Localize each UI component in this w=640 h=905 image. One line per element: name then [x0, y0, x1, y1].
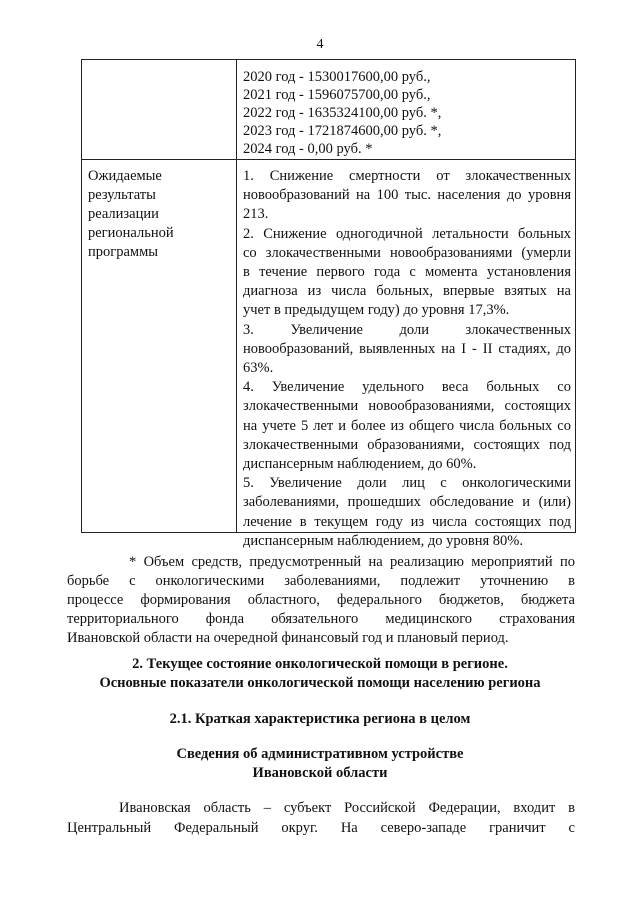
section-2-heading-line: Основные показатели онкологической помощи населению региона: [99, 675, 541, 691]
result-line: со злокачественными новообразованиями (умерли: [243, 244, 571, 261]
page-number: 4: [316, 37, 324, 52]
result-line: 1. Снижение смертности от злокачественных: [243, 168, 571, 184]
column-divider: [236, 60, 237, 532]
funding-line: 2023 год - 1721874600,00 руб. *,: [243, 123, 442, 139]
result-line: заболеваниями, прошедших обследование и (или): [243, 494, 571, 511]
footnote-line: * Объем средств, предусмотренный на реализацию мероприятий по: [129, 554, 575, 570]
result-line: лечение в текущем году из числа состоящих под: [243, 513, 571, 530]
result-line: 213.: [243, 206, 269, 223]
result-line: в течение первого года с момента установления: [243, 264, 571, 281]
results-label-line: результаты: [88, 187, 156, 203]
result-line: 2. Снижение одногодичной летальности больных: [243, 225, 571, 242]
funding-line: 2020 год - 1530017600,00 руб.,: [243, 69, 431, 85]
funding-line: 2022 год - 1635324100,00 руб. *,: [243, 105, 442, 121]
result-line: 63%.: [243, 360, 274, 377]
result-line: диагноза из числа больных, впервые взятых на: [243, 283, 571, 300]
results-label-line: программы: [88, 244, 158, 260]
result-line: новообразований на 100 тыс. населения до уровня: [243, 187, 571, 204]
admin-heading-line: Сведения об административном устройстве: [176, 746, 464, 762]
region-paragraph: [67, 798, 575, 838]
result-line: диспансерным наблюдением, до 60%.: [243, 456, 477, 473]
result-line: на учете 5 лет и более из общего числа больных со: [243, 417, 571, 434]
results-label-cell: [88, 167, 228, 262]
footnote-line: Ивановской области на очередной финансовый год и плановый период.: [67, 630, 509, 646]
result-line: учет в предыдущем году) до уровня 17,3%.: [243, 302, 510, 319]
funding-line: 2021 год - 1596075700,00 руб.,: [243, 87, 431, 103]
result-line: 4. Увеличение удельного веса больных со: [243, 379, 571, 396]
footnote-line: процессе формирования областного, федерального бюджетов, бюджета: [67, 592, 575, 608]
row-divider: [82, 159, 575, 160]
result-line: злокачественными образованиями, состоящих под: [243, 436, 571, 453]
footnote: [67, 553, 575, 648]
paragraph-line: Ивановская область – субъект Российской Федерации, входит в: [119, 800, 575, 816]
section-2-heading: [0, 655, 640, 693]
funding-cell: [243, 68, 563, 158]
admin-heading-line: Ивановской области: [252, 765, 388, 781]
expected-results-cell: [243, 167, 571, 551]
section-2-heading-line: 2. Текущее состояние онкологической помощи в регионе.: [132, 656, 508, 672]
results-label-line: региональной: [88, 225, 174, 241]
admin-structure-heading: [0, 745, 640, 783]
paragraph-line: Центральный Федеральный округ. На северо-западе граничит с: [67, 820, 575, 836]
footnote-line: борьбе с онкологическими заболеваниями, подлежит уточнению в: [67, 573, 575, 589]
result-line: диспансерным наблюдением, до уровня 80%.: [243, 532, 523, 549]
footnote-line: территориального фонда обязательного медицинского страхования: [67, 611, 575, 627]
result-line: злокачественными новообразованиями, состоящих: [243, 398, 571, 415]
results-label-line: реализации: [88, 206, 159, 222]
program-table: [81, 59, 576, 549]
funding-line: 2024 год - 0,00 руб. *: [243, 141, 373, 157]
results-label-line: Ожидаемые: [88, 168, 162, 184]
section-2-1-heading: 2.1. Краткая характеристика региона в целом: [169, 711, 471, 727]
result-line: новообразований, выявленных на I - II стадиях, до: [243, 340, 571, 357]
result-line: 5. Увеличение доли лиц с онкологическими: [243, 475, 571, 492]
result-line: 3. Увеличение доли злокачественных: [243, 321, 571, 338]
